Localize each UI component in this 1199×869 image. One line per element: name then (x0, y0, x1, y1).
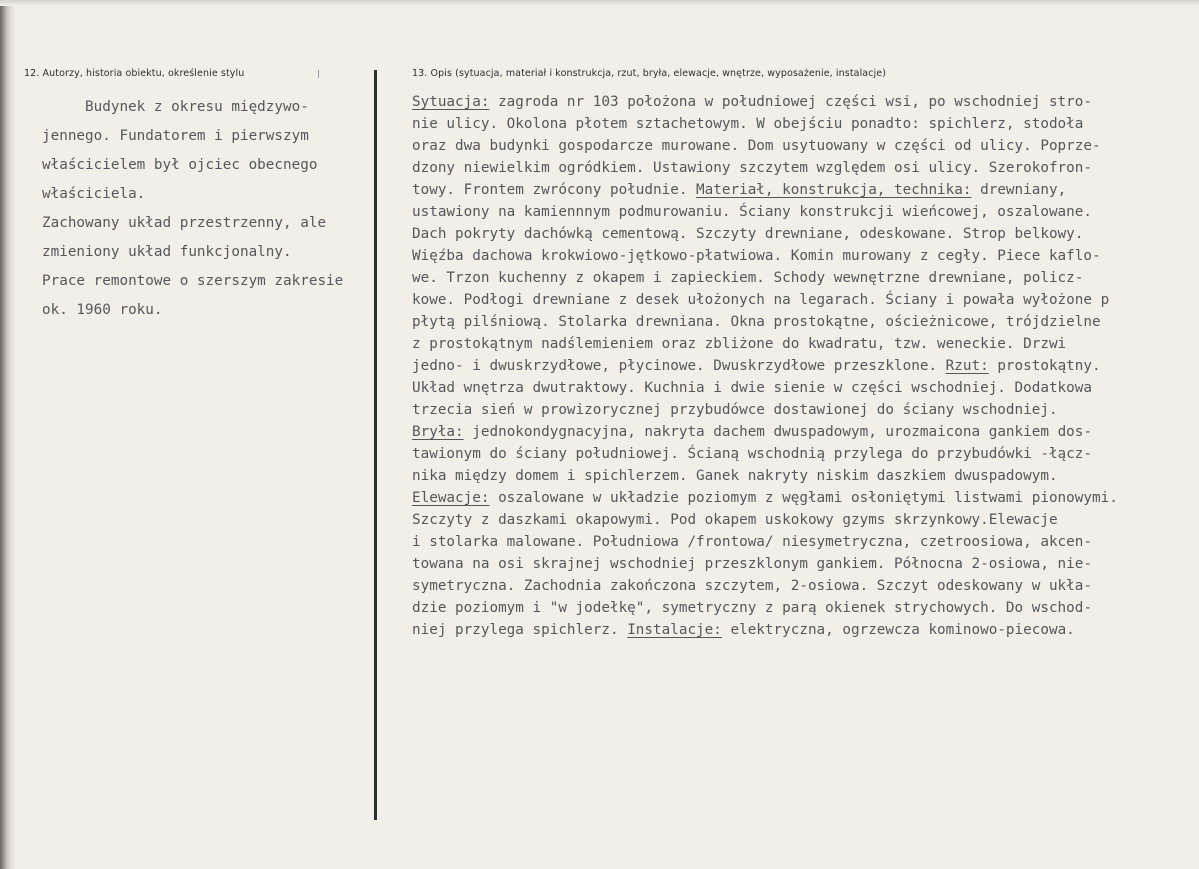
text-run: elektryczna, ogrzewcza kominowo-piecowa. (721, 622, 1075, 638)
text-line (412, 91, 1118, 113)
text-line: trzecia sień w prowizorycznej przybudówce dostawionej do ściany wschodniej. (412, 402, 1058, 418)
text-line: tawionym do ściany południowej. Ścianą wschodnią przylega do przybudówki -łącz- (412, 446, 1092, 462)
section-13-text (412, 91, 1118, 641)
text-line: Zachowany układ przestrzenny, ale (42, 215, 327, 231)
text-run: zagroda nr 103 położona w południowej części wsi, po wschodniej stro- (489, 94, 1092, 110)
text-line: we. Trzon kuchenny z okapem i zapieckiem. Schody wewnętrzne drewniane, policz- (412, 270, 1084, 286)
heading-situation: Sytuacja: (412, 94, 490, 110)
text-line: dzony niewielkim ogródkiem. Ustawiony szczytem względem osi ulicy. Szerokofron- (412, 160, 1092, 176)
heading-material: Materiał, konstrukcja, technika: (696, 182, 972, 198)
section-12-text (42, 93, 343, 325)
text-line: ok. 1960 roku. (42, 302, 163, 318)
text-line: ustawiony na kamiennnym podmurowaniu. Ściany konstrukcji wieńcowej, oszalowane. (412, 204, 1092, 220)
heading-elevations: Elewacje: (412, 490, 490, 506)
top-edge-shadow (0, 0, 1199, 6)
text-run: drewniany, (971, 182, 1067, 198)
text-line: nie ulicy. Okolona płotem sztachetowym. W obejściu ponadto: spichlerz, stodoła (412, 116, 1084, 132)
text-line: jennego. Fundatorem i pierwszym (42, 128, 309, 144)
text-run: prostokątny. (988, 358, 1101, 374)
section-13-header: 13. Opis (sytuacja, materiał i konstrukcja, rzut, bryła, elewacje, wnętrze, wyposażenie, instalacje) (412, 68, 887, 79)
text-line: Dach pokryty dachówką cementową. Szczyty drewniane, odeskowane. Strop belkowy. (412, 226, 1084, 242)
text-line: z prostokątnym nadślemieniem oraz zbliżone do kwadratu, tzw. weneckie. Drzwi (412, 336, 1067, 352)
text-line: i stolarka malowane. Południowa /frontowa/ niesymetryczna, czetroosiowa, akcen- (412, 534, 1092, 550)
text-run: jedno- i dwuskrzydłowe, płycinowe. Dwuskrzydłowe przeszklone. (412, 358, 946, 374)
heading-mass: Bryła: (412, 424, 464, 440)
column-divider (374, 70, 377, 820)
text-line: Układ wnętrza dwutraktowy. Kuchnia i dwie sienie w części wschodniej. Dodatkowa (412, 380, 1092, 396)
section-12-header: 12. Autorzy, historia obiektu, określenie stylu (24, 68, 245, 79)
text-line: Szczyty z daszkami okapowymi. Pod okapem uskokowy gzyms skrzynkowy.Elewacje (412, 512, 1058, 528)
heading-plan: Rzut: (945, 358, 989, 374)
column-tick-mark (318, 70, 319, 78)
text-run: jednokondygnacyjna, nakryta dachem dwuspadowym, urozmaicona gankiem dos- (463, 424, 1093, 440)
text-line: towana na osi skrajnej wschodniej przeszklonym gankiem. Północna 2-osiowa, nie- (412, 556, 1092, 572)
text-run: niej przylega spichlerz. (412, 622, 628, 638)
text-line (412, 487, 1118, 509)
heading-installations: Instalacje: (627, 622, 722, 638)
page-edge-shadow (0, 0, 16, 869)
text-run: towy. Frontem zwrócony południe. (412, 182, 697, 198)
text-line: Prace remontowe o szerszym zakresie (42, 273, 344, 289)
text-line: Więźba dachowa krokwiowo-jętkowo-płatwiowa. Komin murowany z cegły. Piece kaflo- (412, 248, 1101, 264)
text-line (412, 619, 1118, 641)
text-line: symetryczna. Zachodnia zakończona szczytem, 2-osiowa. Szczyt odeskowany w ukła- (412, 578, 1092, 594)
text-line: dzie poziomym i "w jodełkę", symetryczny z parą okienek strychowych. Do wschod- (412, 600, 1092, 616)
text-line (412, 355, 1118, 377)
text-line (412, 421, 1118, 443)
text-line: płytą pilśniową. Stolarka drewniana. Okna prostokątne, ościeżnicowe, trójdzielne (412, 314, 1101, 330)
text-line (412, 179, 1118, 201)
text-line: kowe. Podłogi drewniane z desek ułożonych na legarach. Ściany i powała wyłożone p (412, 292, 1110, 308)
text-line: właściciela. (42, 186, 146, 202)
text-line: oraz dwa budynki gospodarcze murowane. Dom usytuowany w części od ulicy. Poprze- (412, 138, 1101, 154)
text-line: zmieniony układ funkcjonalny. (42, 244, 292, 260)
text-line: nika między domem i spichlerzem. Ganek nakryty niskim daszkiem dwuspadowym. (412, 468, 1058, 484)
text-run: oszalowane w układzie poziomym z węgłami osłoniętymi listwami pionowymi. (489, 490, 1118, 506)
text-line: właścicielem był ojciec obecnego (42, 157, 318, 173)
text-line: Budynek z okresu międzywo- (42, 99, 309, 115)
